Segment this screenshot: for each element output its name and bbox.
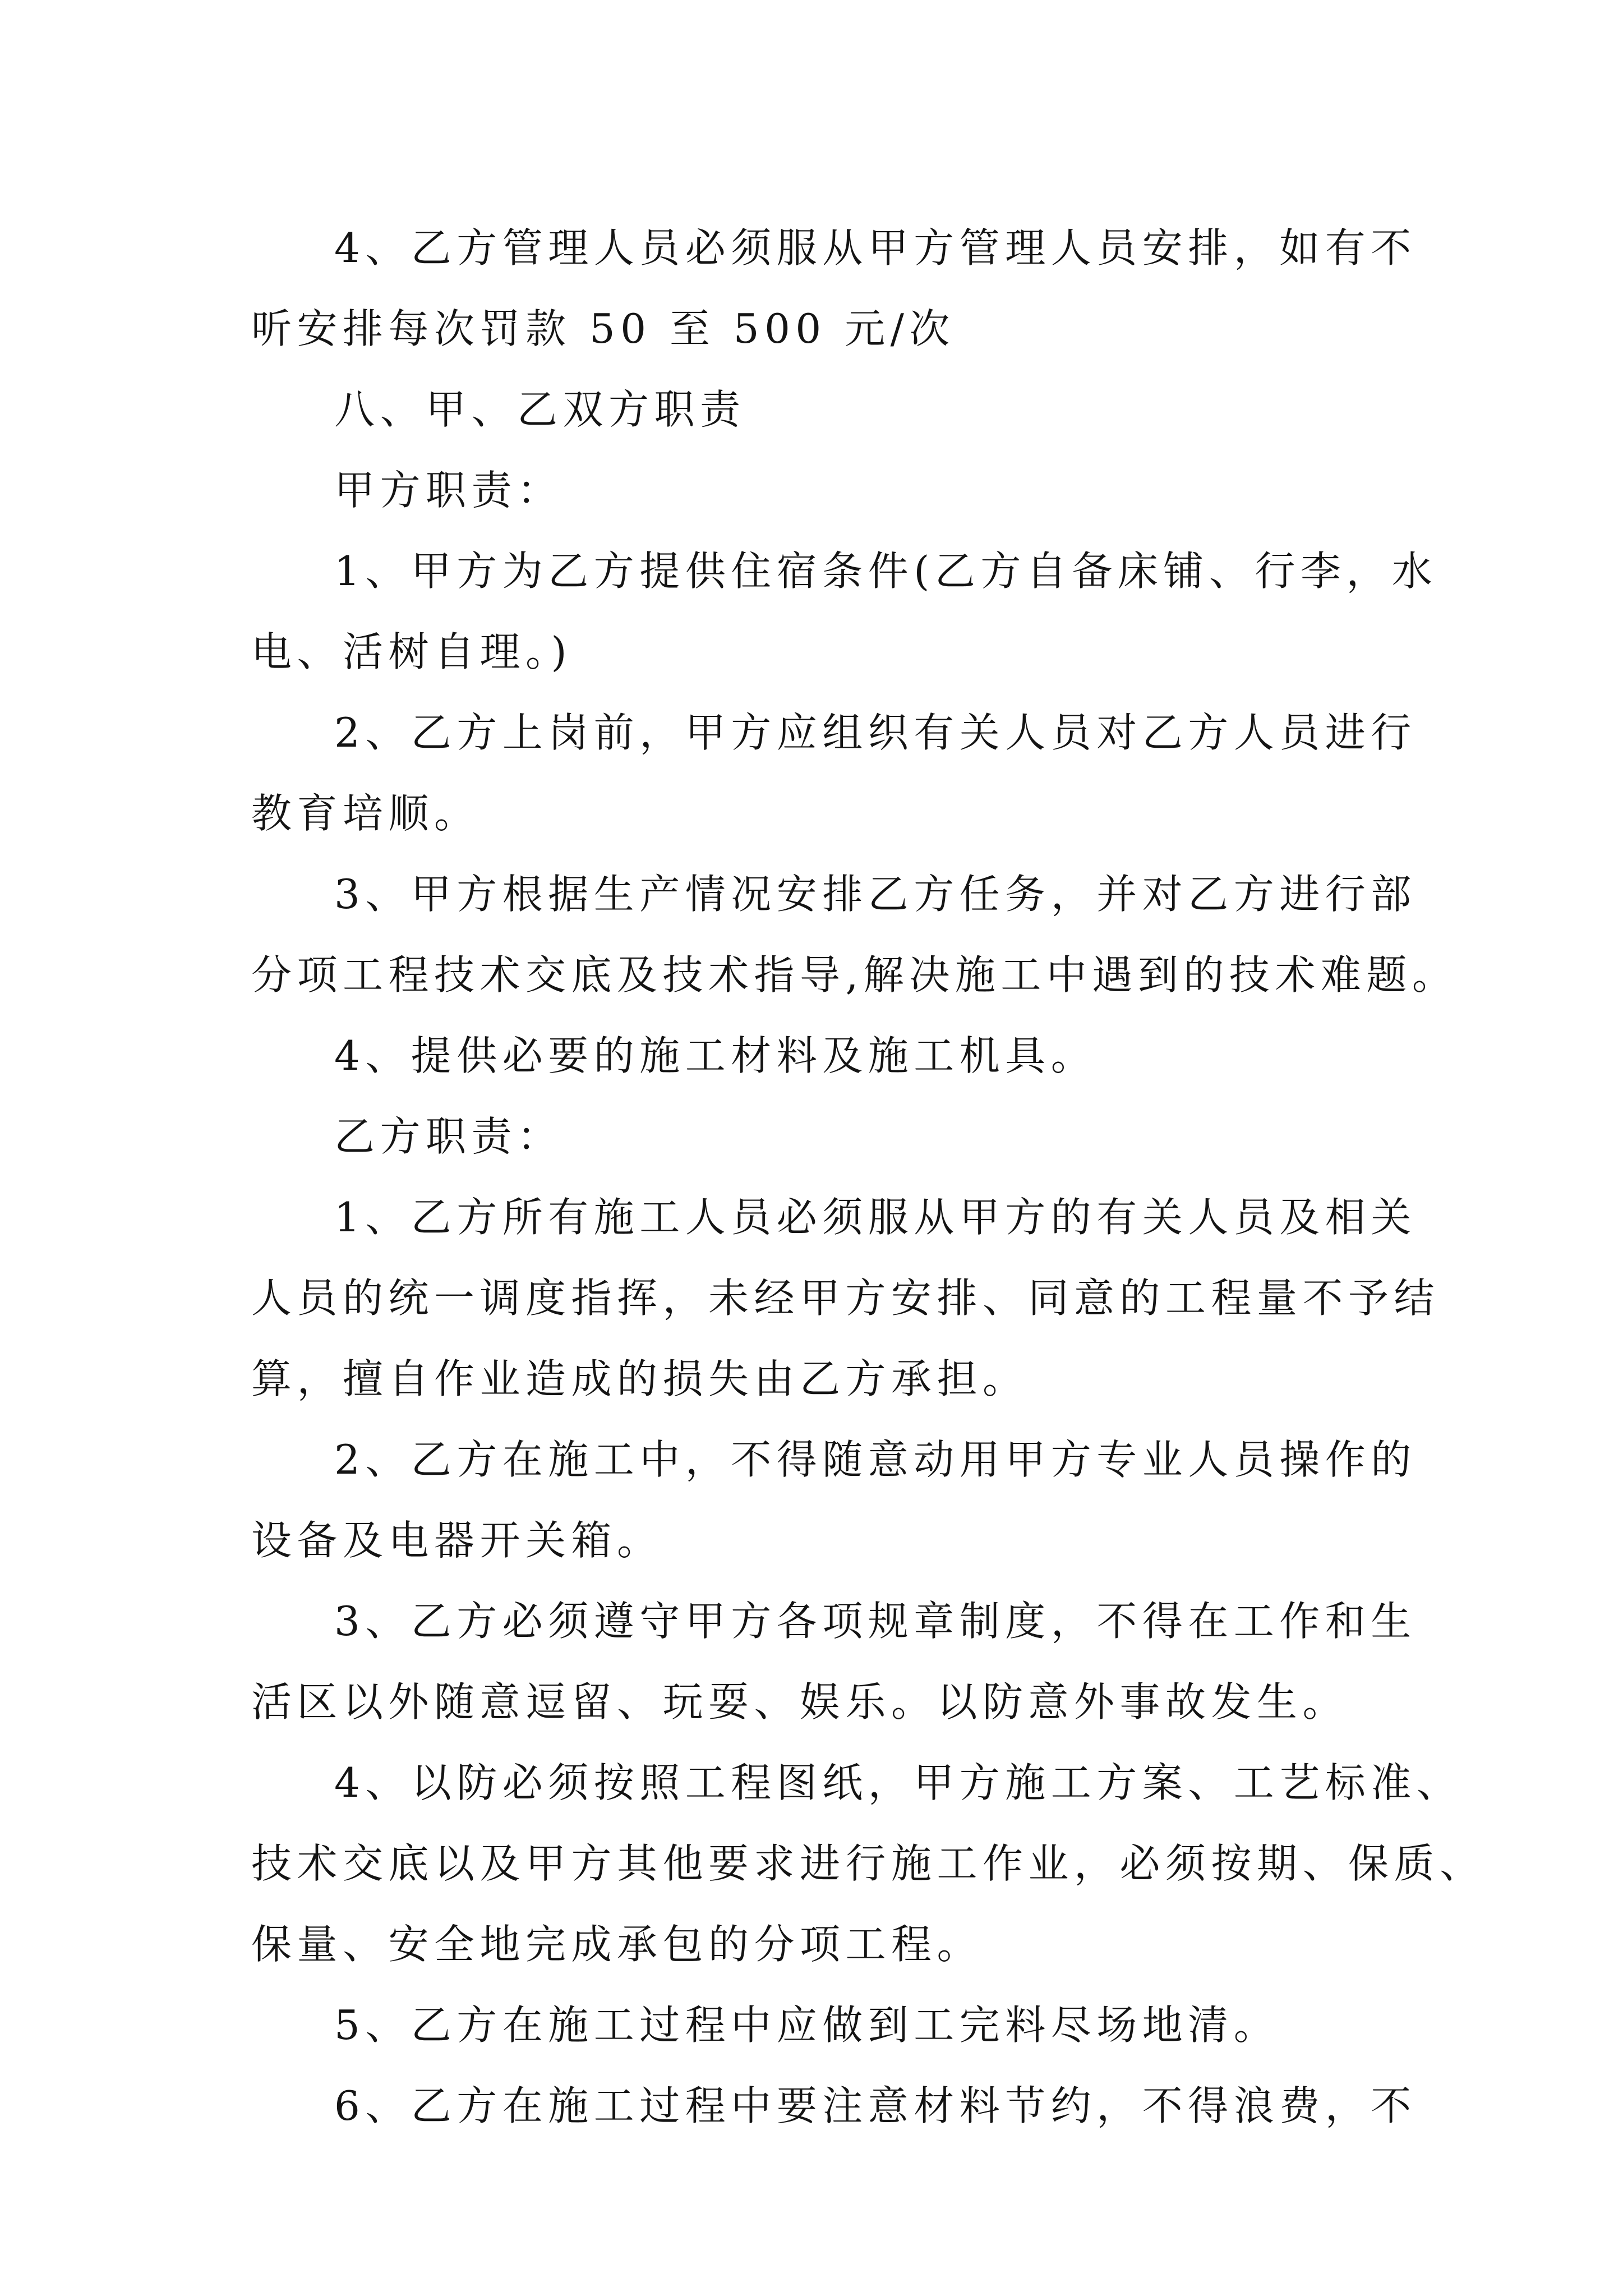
subsection-heading: 乙方职责： [334, 1113, 563, 1160]
paragraph-line: 6、乙方在施工过程中要注意材料节约，不得浪费，不 [334, 2082, 1417, 2129]
paragraph-line: 电、活树自理。) [251, 628, 573, 675]
paragraph-line: 2、乙方上岗前，甲方应组织有关人员对乙方人员进行 [334, 709, 1417, 756]
document-body [251, 208, 1486, 2146]
paragraph-line: 设备及电器开关箱。 [251, 1517, 663, 1564]
paragraph-line: 5、乙方在施工过程中应做到工完料尽场地清。 [334, 2001, 1280, 2049]
paragraph-line: 4、乙方管理人员必须服从甲方管理人员安排，如有不 [334, 224, 1417, 272]
paragraph-line: 算，擅自作业造成的损失由乙方承担。 [251, 1355, 1029, 1402]
paragraph-line: 教育培顺。 [251, 790, 480, 837]
paragraph-line: 保量、安全地完成承包的分项工程。 [251, 1921, 983, 1968]
subsection-heading: 甲方职责： [334, 467, 563, 514]
paragraph-line: 听安排每次罚款 50 至 500 元/次 [251, 305, 955, 352]
paragraph-line: 人员的统一调度指挥，未经甲方安排、同意的工程量不予结 [251, 1274, 1440, 1322]
paragraph-line: 3、甲方根据生产情况安排乙方任务，并对乙方进行部 [334, 871, 1417, 918]
paragraph-line: 2、乙方在施工中，不得随意动用甲方专业人员操作的 [334, 1436, 1417, 1483]
paragraph-line: 分项工程技术交底及技术指导,解决施工中遇到的技术难题。 [251, 951, 1458, 999]
paragraph-line: 4、以防必须按照工程图纸，甲方施工方案、工艺标准、 [334, 1759, 1463, 1806]
paragraph-line: 4、提供必要的施工材料及施工机具。 [334, 1032, 1097, 1079]
paragraph-line: 1、甲方为乙方提供住宿条件(乙方自备床铺、行李，水 [334, 547, 1438, 595]
paragraph-line: 1、乙方所有施工人员必须服从甲方的有关人员及相关 [334, 1194, 1417, 1241]
paragraph-line: 技术交底以及甲方其他要求进行施工作业，必须按期、保质、 [251, 1840, 1486, 1887]
paragraph-line: 活区以外随意逗留、玩耍、娱乐。以防意外事故发生。 [251, 1678, 1349, 1726]
section-heading: 八、甲、乙双方职责 [334, 386, 746, 433]
paragraph-line: 3、乙方必须遵守甲方各项规章制度，不得在工作和生 [334, 1598, 1417, 1645]
